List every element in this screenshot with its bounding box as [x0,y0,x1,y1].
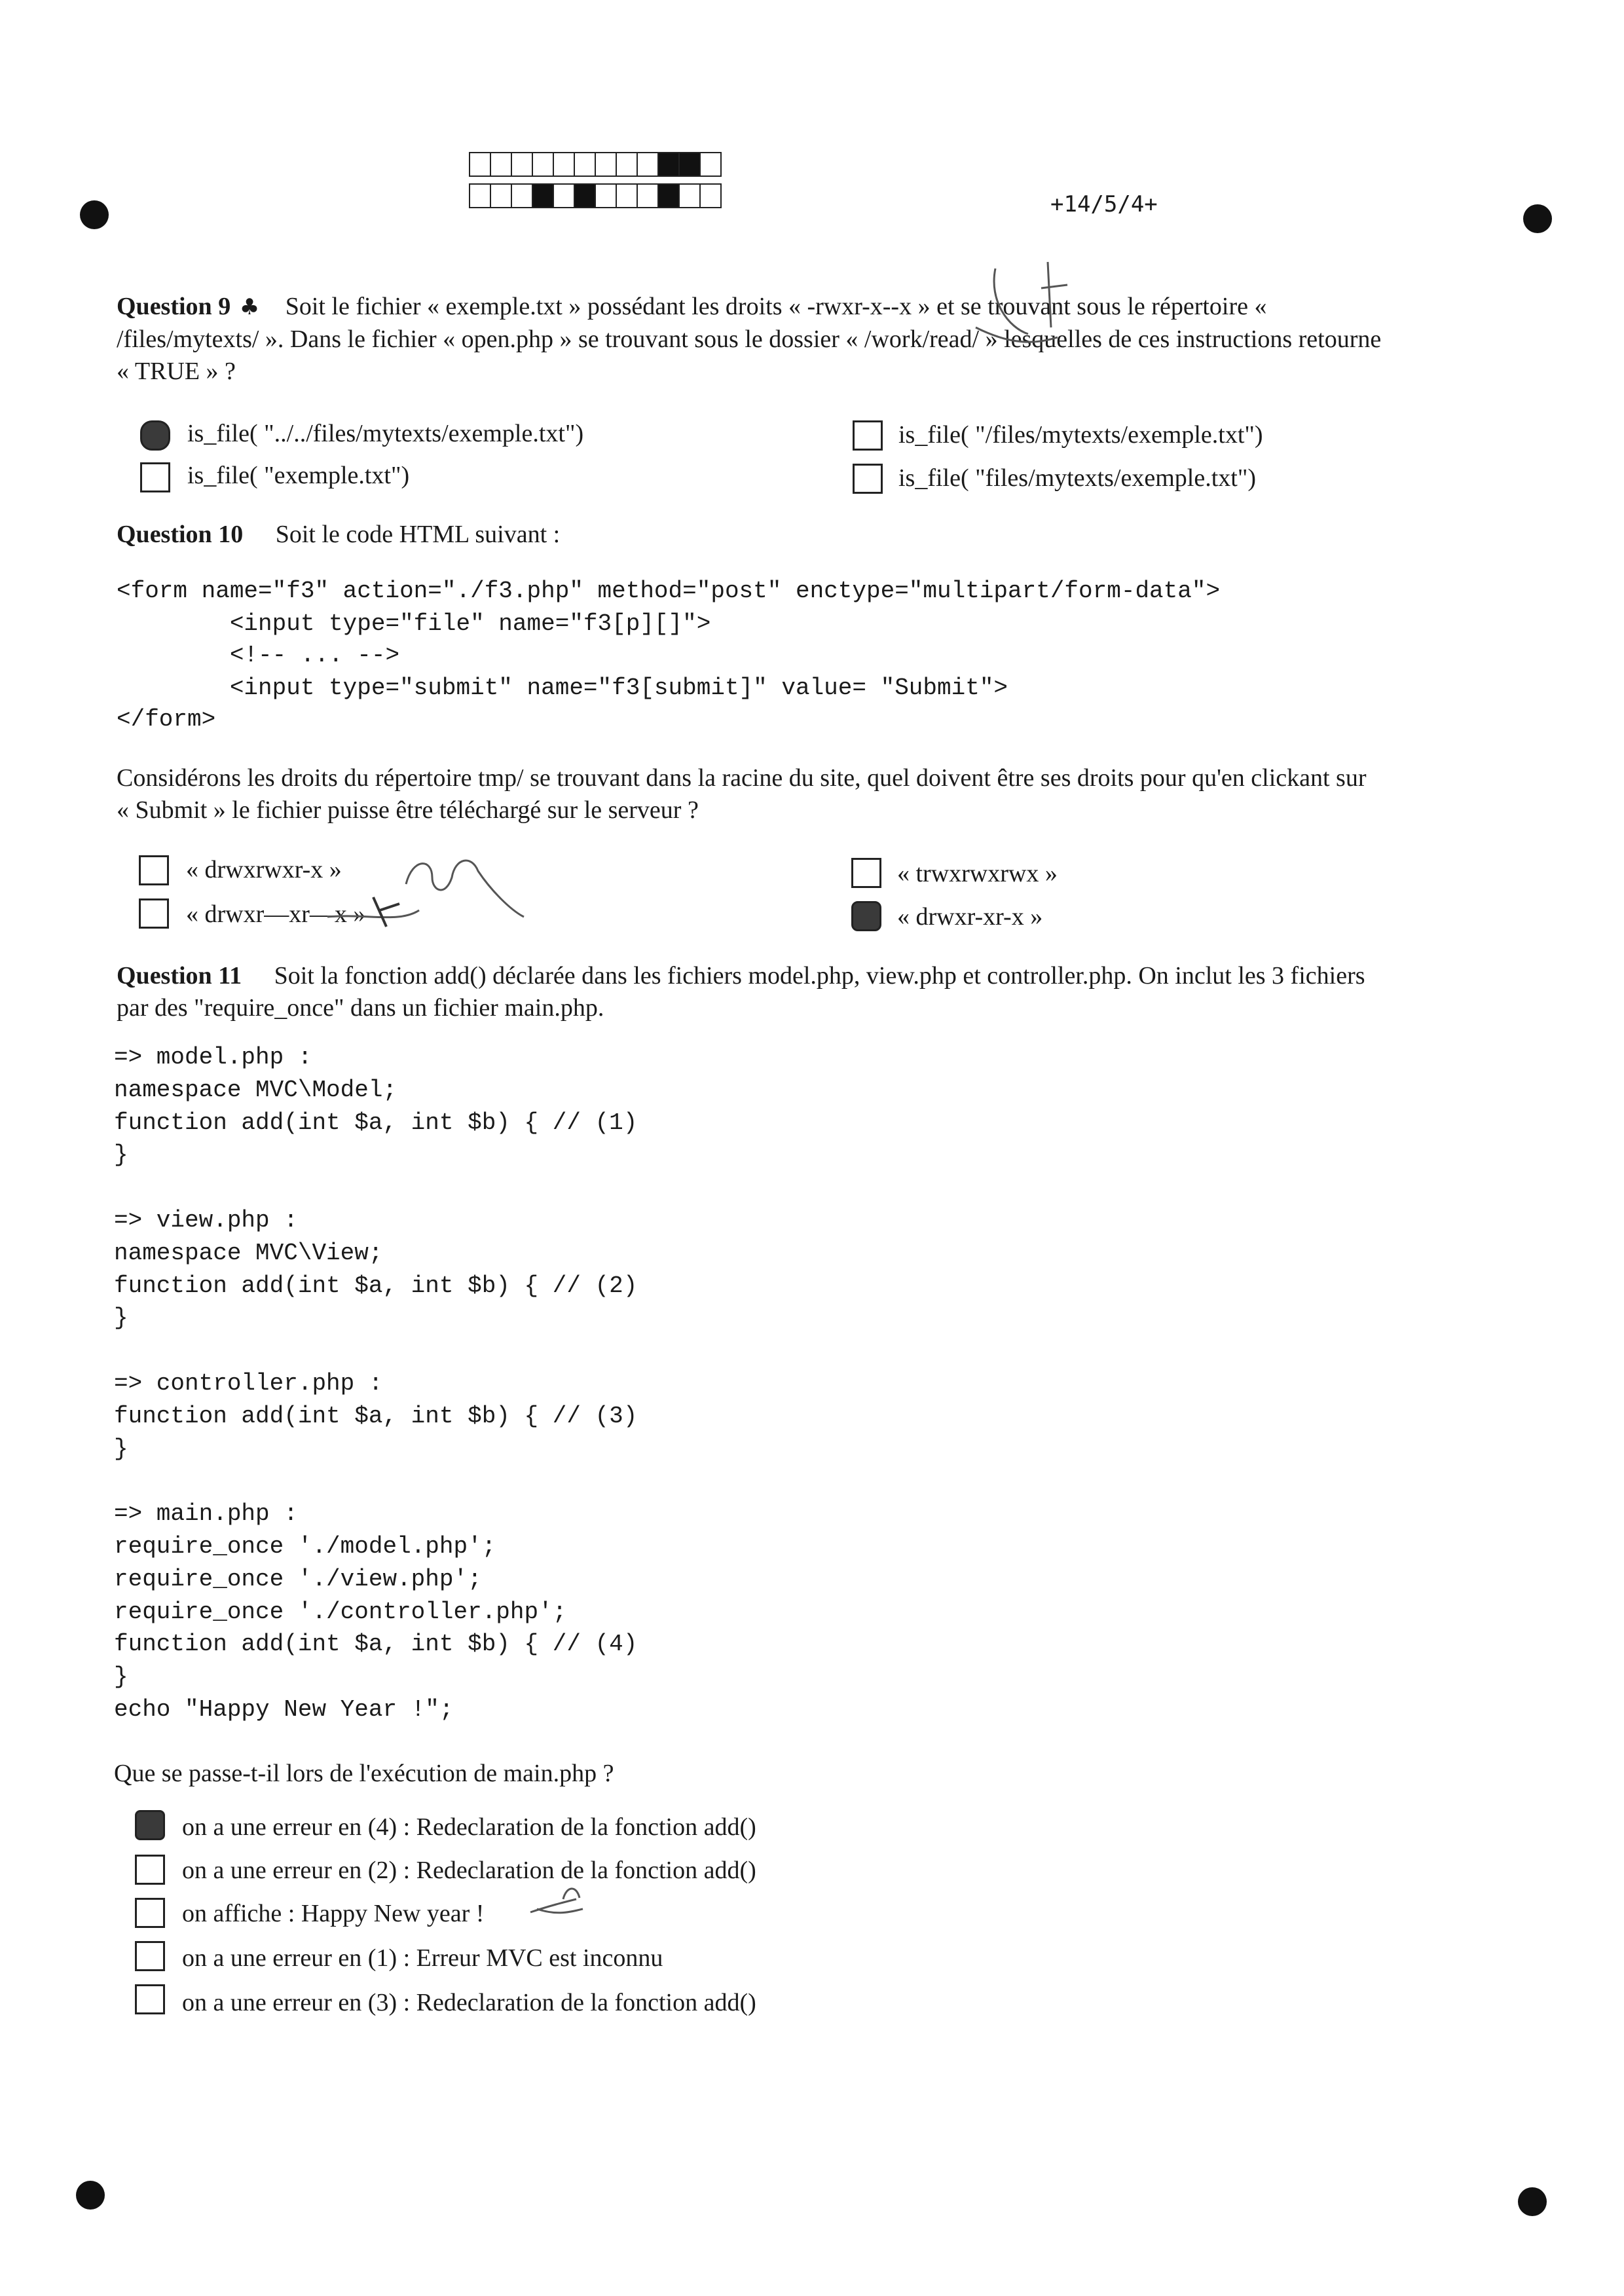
handwritten-scribble-q9 [917,249,1179,380]
id-grid-cell [490,183,512,208]
id-grid-cell [616,183,638,208]
id-grid-cell [490,152,512,177]
q10-option-1-label: « drwxrwxr-x » [186,856,342,883]
q11-code-line: } [114,1305,128,1332]
id-grid-cell [511,152,533,177]
q10-code-line-3: <!-- ... --> [117,642,400,669]
q9-option-2-checkbox[interactable] [853,420,883,451]
handwritten-scribble-q11 [524,1879,616,1925]
q10-option-2-checkbox[interactable] [851,858,881,888]
q11-code-line: => controller.php : [114,1370,383,1397]
multiple-answer-club-icon: ♣ [239,294,260,320]
id-grid-cell [678,152,701,177]
registration-mark-top-left [80,200,109,229]
q11-code-line: function add(int $a, int $b) { // (4) [114,1631,638,1658]
id-grid-cell [595,183,617,208]
q11-code-line: => view.php : [114,1207,298,1234]
q11-code-line: function add(int $a, int $b) { // (2) [114,1272,638,1299]
q11-option-1-label: on a une erreur en (4) : Redeclaration de la fonction add() [182,1813,756,1841]
q9-option-1-label: is_file( "../../files/mytexts/exemple.txt") [187,420,584,447]
q11-code-line: echo "Happy New Year !"; [114,1696,454,1723]
id-grid-cell [574,152,596,177]
q11-statement [117,960,1518,1024]
q9-option-2-label: is_file( "/files/mytexts/exemple.txt") [898,421,1263,449]
q10-option-4-label: « drwxr-xr-x » [897,903,1043,931]
registration-mark-top-right [1523,204,1552,233]
q9-option-4-checkbox[interactable] [853,464,883,494]
q10-label: Question 10 [117,521,244,548]
q11-code-line: } [114,1663,128,1691]
q11-code-line: } [114,1141,128,1169]
q11-option-3-label: on affiche : Happy New year ! [182,1900,485,1927]
q10-option-3-label: « drwxr—xr—x » [186,900,366,928]
q11-code-line: namespace MVC\Model; [114,1076,397,1103]
id-grid-cell [637,152,659,177]
id-grid-cell [699,183,722,208]
q10-option-1-checkbox[interactable] [139,855,169,885]
q11-option-2-label: on a une erreur en (2) : Redeclaration de la fonction add() [182,1857,756,1884]
id-grid-cell [574,183,596,208]
q10-heading [117,519,560,551]
id-grid-cell [678,183,701,208]
q11-code-line: function add(int $a, int $b) { // (1) [114,1109,638,1136]
q9-option-1-checkbox[interactable] [140,420,170,451]
q10-code-line-2: <input type="file" name="f3[p][]"> [117,610,711,637]
q11-code-line: => model.php : [114,1044,312,1071]
q9-line2: /files/mytexts/ ». Dans le fichier « open.php » se trouvant sous le dossier « /work/read/ » lesquelles de ces instructions retourne [117,325,1382,353]
q11-option-3-checkbox[interactable] [135,1898,165,1928]
q9-option-3-label: is_file( "exemple.txt") [187,462,410,489]
q11-line2: par des "require_once" dans un fichier main.php. [117,994,604,1022]
q9-option-3-checkbox[interactable] [140,462,170,492]
q9-statement [117,291,1518,388]
q9-line3: « TRUE » ? [117,358,236,385]
id-grid-row-1 [469,152,720,177]
q11-option-5-checkbox[interactable] [135,1984,165,2014]
q10-code-line-4: <input type="submit" name="f3[submit]" value= "Submit"> [117,675,1008,701]
q10-text-1: Considérons les droits du répertoire tmp/ se trouvant dans la racine du site, quel doivent être ses droits pour qu'en clickant sur [117,764,1367,792]
id-grid-cell [657,152,680,177]
q10-option-4-checkbox[interactable] [851,901,881,931]
id-grid-cell [511,183,533,208]
q11-option-4-checkbox[interactable] [135,1941,165,1971]
q10-text-2: « Submit » le fichier puisse être téléchargé sur le serveur ? [117,796,699,824]
id-grid-cell [553,183,575,208]
q11-line1: Soit la fonction add() déclarée dans les fichiers model.php, view.php et controller.php. On inclut les 3 fichiers [274,962,1365,990]
id-grid-cell [469,152,491,177]
id-grid-row-2 [469,183,720,208]
q11-code-line: require_once './view.php'; [114,1565,482,1593]
q11-code-line: => main.php : [114,1500,298,1528]
q10-intro: Soit le code HTML suivant : [275,521,561,548]
id-grid-cell [699,152,722,177]
q9-line1: Soit le fichier « exemple.txt » possédant les droits « -rwxr-x--x » et se trouvant sous le répertoire « [285,293,1267,320]
id-grid-cell [637,183,659,208]
q11-option-4-label: on a une erreur en (1) : Erreur MVC est inconnu [182,1944,663,1972]
id-grid-cell [553,152,575,177]
q9-label: Question 9 [117,293,231,320]
q11-code-line: function add(int $a, int $b) { // (3) [114,1402,638,1430]
q11-code-line: require_once './model.php'; [114,1533,496,1560]
q11-option-2-checkbox[interactable] [135,1855,165,1885]
registration-mark-bottom-left [76,2181,105,2210]
q11-option-1-checkbox[interactable] [135,1810,165,1840]
q10-question [117,762,1518,826]
q11-question: Que se passe-t-il lors de l'exécution de main.php ? [114,1760,614,1787]
q11-code-line: namespace MVC\View; [114,1239,383,1267]
q10-option-2-label: « trwxrwxrwx » [897,860,1058,887]
q11-label: Question 11 [117,962,242,990]
id-grid-cell [616,152,638,177]
q11-option-5-label: on a une erreur en (3) : Redeclaration de la fonction add() [182,1989,756,2016]
page-id: +14/5/4+ [1050,191,1158,217]
id-grid-cell [532,183,554,208]
q10-option-3-checkbox[interactable] [139,898,169,929]
id-grid-cell [595,152,617,177]
id-grid-cell [657,183,680,208]
q10-code-line-5: </form> [117,706,216,733]
q11-code-line: } [114,1435,128,1462]
handwritten-scribble-q10 [314,851,563,943]
id-grid-cell [469,183,491,208]
q9-option-4-label: is_file( "files/mytexts/exemple.txt") [898,464,1257,492]
q11-code-line: require_once './controller.php'; [114,1598,567,1625]
id-grid-cell [532,152,554,177]
q10-code-line-1: <form name="f3" action="./f3.php" method="post" enctype="multipart/form-data"> [117,578,1221,604]
registration-mark-bottom-right [1518,2187,1547,2216]
